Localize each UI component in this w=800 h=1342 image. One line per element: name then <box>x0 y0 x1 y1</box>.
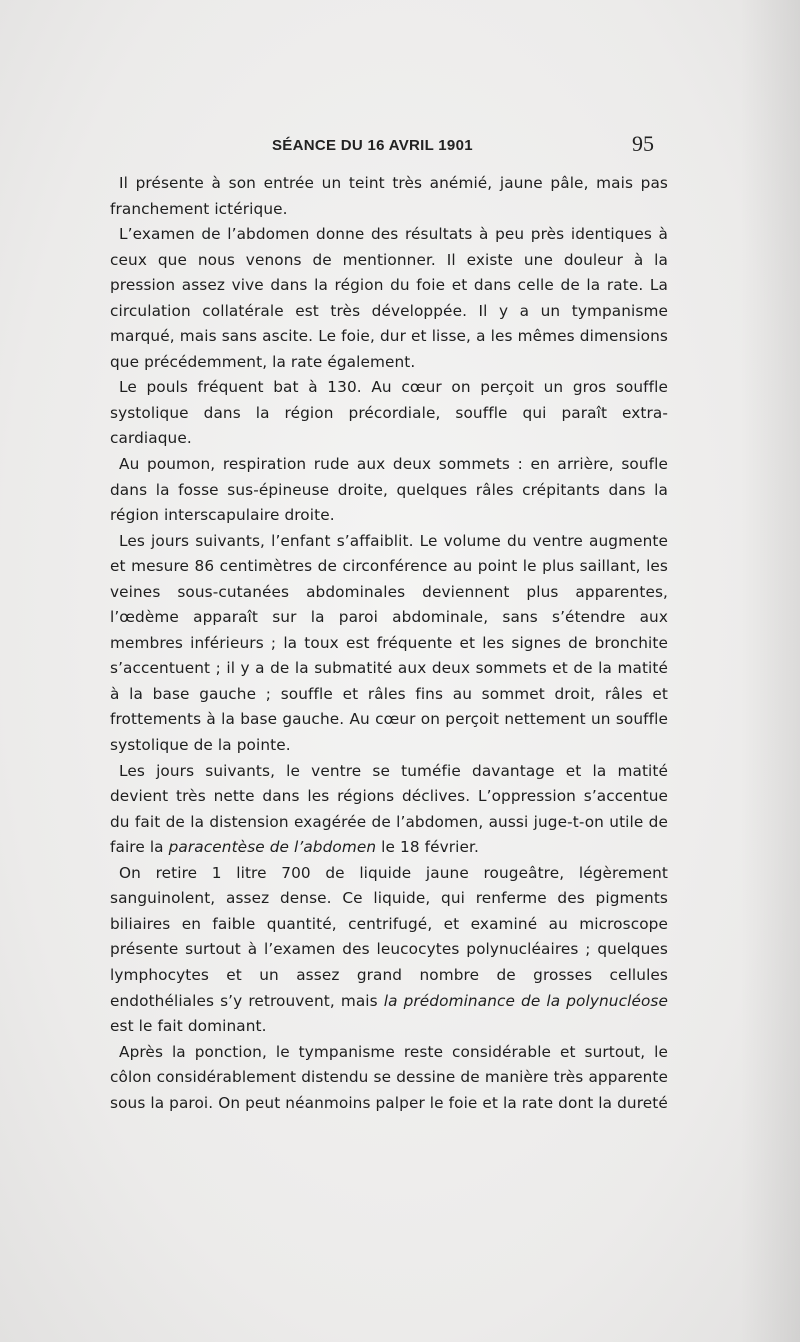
paragraph <box>110 861 668 1040</box>
page-number: 95 <box>632 131 654 156</box>
paragraph-text: est le fait dominant. <box>110 1017 267 1036</box>
paragraph <box>110 222 668 375</box>
running-header <box>110 131 670 161</box>
paragraph-text: Après la ponction, le tympanisme reste considérable et surtout, le côlon considérablement distendu se dessine de manière très apparente sous la paroi. On peut néanmoins palper le foie et la rate dont la dureté <box>110 1042 668 1112</box>
paragraph <box>110 452 668 529</box>
paragraph <box>110 1040 668 1117</box>
paragraph-text: Les jours suivants, le ventre se tuméfie davantage et la matité devient très nette dans les régions déclives. L’oppression s’accentue du fait de la distension exagérée de l’abdomen, aussi juge-t-on utile de faire la <box>110 761 668 857</box>
paragraph <box>110 375 668 452</box>
paragraph-text: On retire 1 litre 700 de liquide jaune rougeâtre, légèrement sanguinolent, assez dense. Ce liquide, qui renferme des pigments biliaires en faible quantité, centrifugé, et examiné au microscope présente surtout à l’examen des leucocytes polynucléaires ; quelques lymphocytes et un assez grand nombre de grosses cellules endothéliales s’y retrouvent, mais <box>110 863 668 1010</box>
body-text <box>110 171 668 1116</box>
paragraph-text: L’examen de l’abdomen donne des résultats à peu près identiques à ceux que nous venons de mentionner. Il existe une douleur à la pression assez vive dans la région du foie et dans celle de la rate. La circulation collatérale est très développée. Il y a un tympanisme marqué, mais sans ascite. Le foie, dur et lisse, a les mêmes dimensions que précédemment, la rate également. <box>110 225 668 371</box>
paragraph-text: Au poumon, respiration rude aux deux sommets : en arrière, soufle dans la fosse sus-épineuse droite, quelques râles crépitants dans la région interscapulaire droite. <box>110 455 668 525</box>
page-edge-shadow <box>740 0 800 1342</box>
paragraph-text: Le pouls fréquent bat à 130. Au cœur on perçoit un gros souffle systolique dans la région précordiale, souffle qui paraît extra-cardiaque. <box>110 378 668 448</box>
paragraph-text: le 18 février. <box>376 838 479 857</box>
running-title: SÉANCE DU 16 AVRIL 1901 <box>272 137 473 154</box>
paragraph <box>110 529 668 759</box>
paragraph-text: Les jours suivants, l’enfant s’affaiblit. Le volume du ventre augmente et mesure 86 centimètres de circonférence au point le plus saillant, les veines sous-cutanées abdominales deviennent plus apparentes, l’œdème apparaît sur la paroi abdominale, sans s’étendre aux membres inférieurs ; la toux est fréquente et les signes de bronchite s’accentuent ; il y a de la submatité aux deux sommets et de la matité à la base gauche ; souffle et râles fins au sommet droit, râles et frottements à la base gauche. Au cœur on perçoit nettement un souffle systolique de la pointe. <box>110 531 668 755</box>
paragraph <box>110 759 668 861</box>
italic-term: la prédominance de la polynucléose <box>383 991 668 1010</box>
italic-term: paracentèse de l’abdomen <box>168 838 377 857</box>
paragraph-text: Il présente à son entrée un teint très anémié, jaune pâle, mais pas franchement ictérique. <box>110 174 668 218</box>
paragraph <box>110 171 668 222</box>
